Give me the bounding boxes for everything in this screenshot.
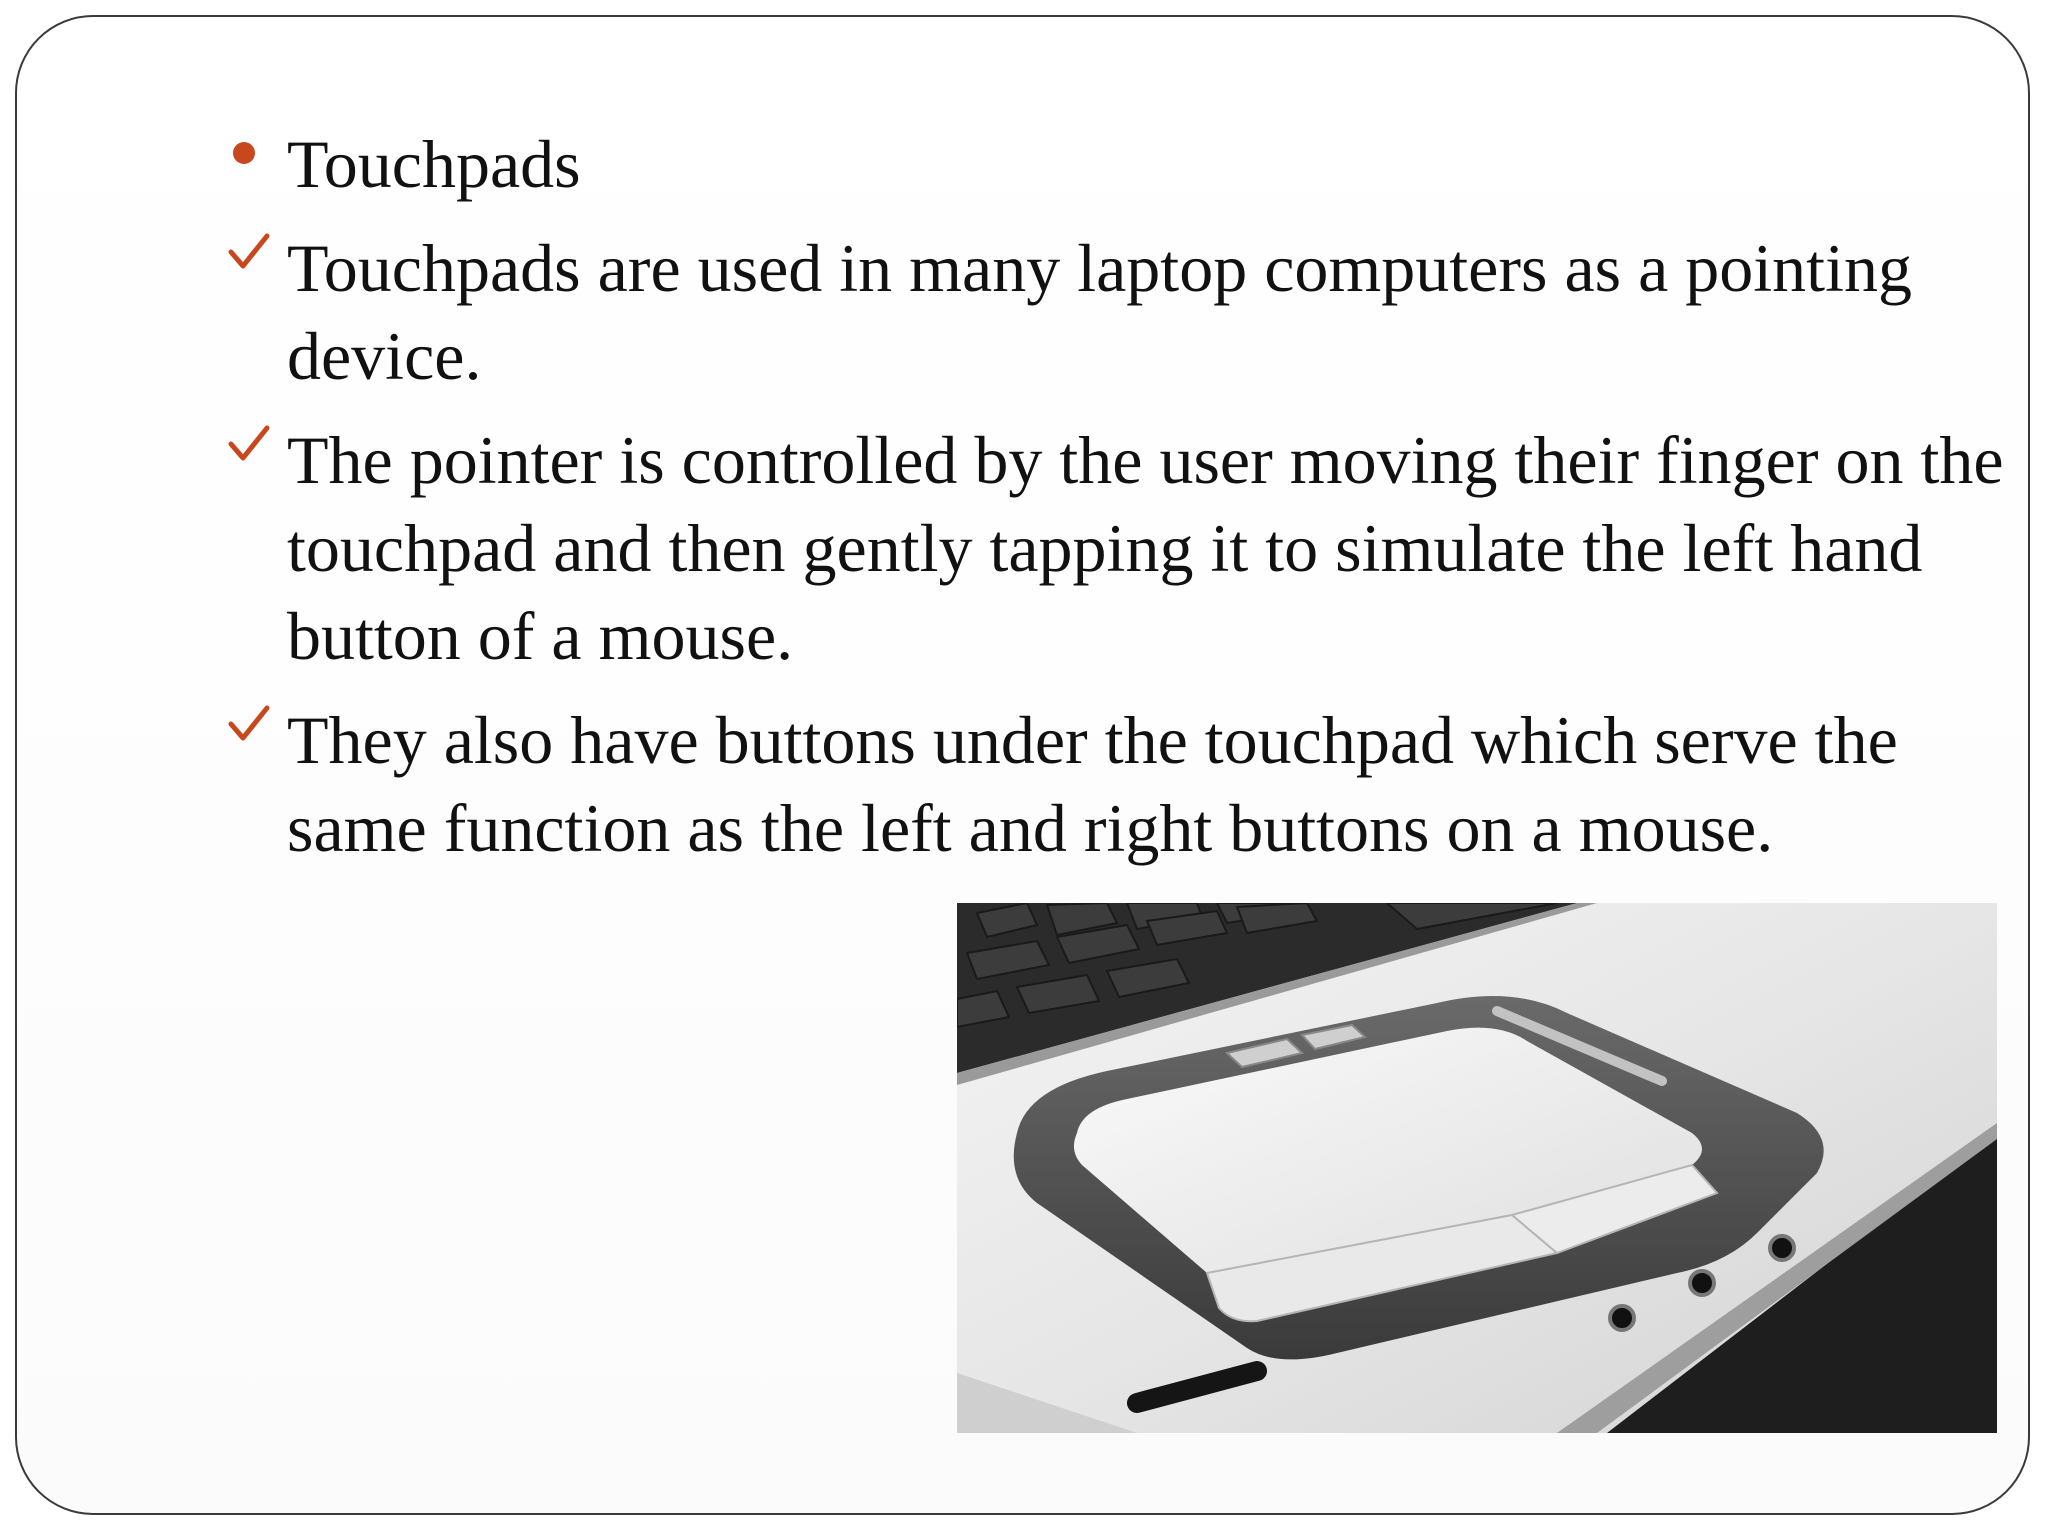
checkmark-icon — [225, 224, 275, 312]
checkmark-icon — [225, 416, 275, 504]
check-item-1 — [225, 224, 2025, 400]
checkmark-icon — [225, 696, 275, 784]
check-item-text: The pointer is controlled by the user moving their finger on the touchpad and then gently tapping it to simulate the left hand button of a mouse. — [287, 422, 2004, 674]
bullet-item-title — [225, 120, 2025, 208]
touchpad-photo — [957, 903, 1997, 1433]
check-item-text: Touchpads are used in many laptop computers as a pointing device. — [287, 230, 1912, 394]
check-item-2 — [225, 416, 2025, 680]
bullet-text: Touchpads — [287, 126, 581, 202]
bullet-dot-icon — [225, 120, 275, 208]
slide-content — [225, 120, 2025, 888]
check-item-3 — [225, 696, 2025, 872]
laptop-touchpad-illustration — [957, 903, 1997, 1433]
check-item-text: They also have buttons under the touchpad which serve the same function as the left and right buttons on a mouse. — [287, 702, 1898, 866]
